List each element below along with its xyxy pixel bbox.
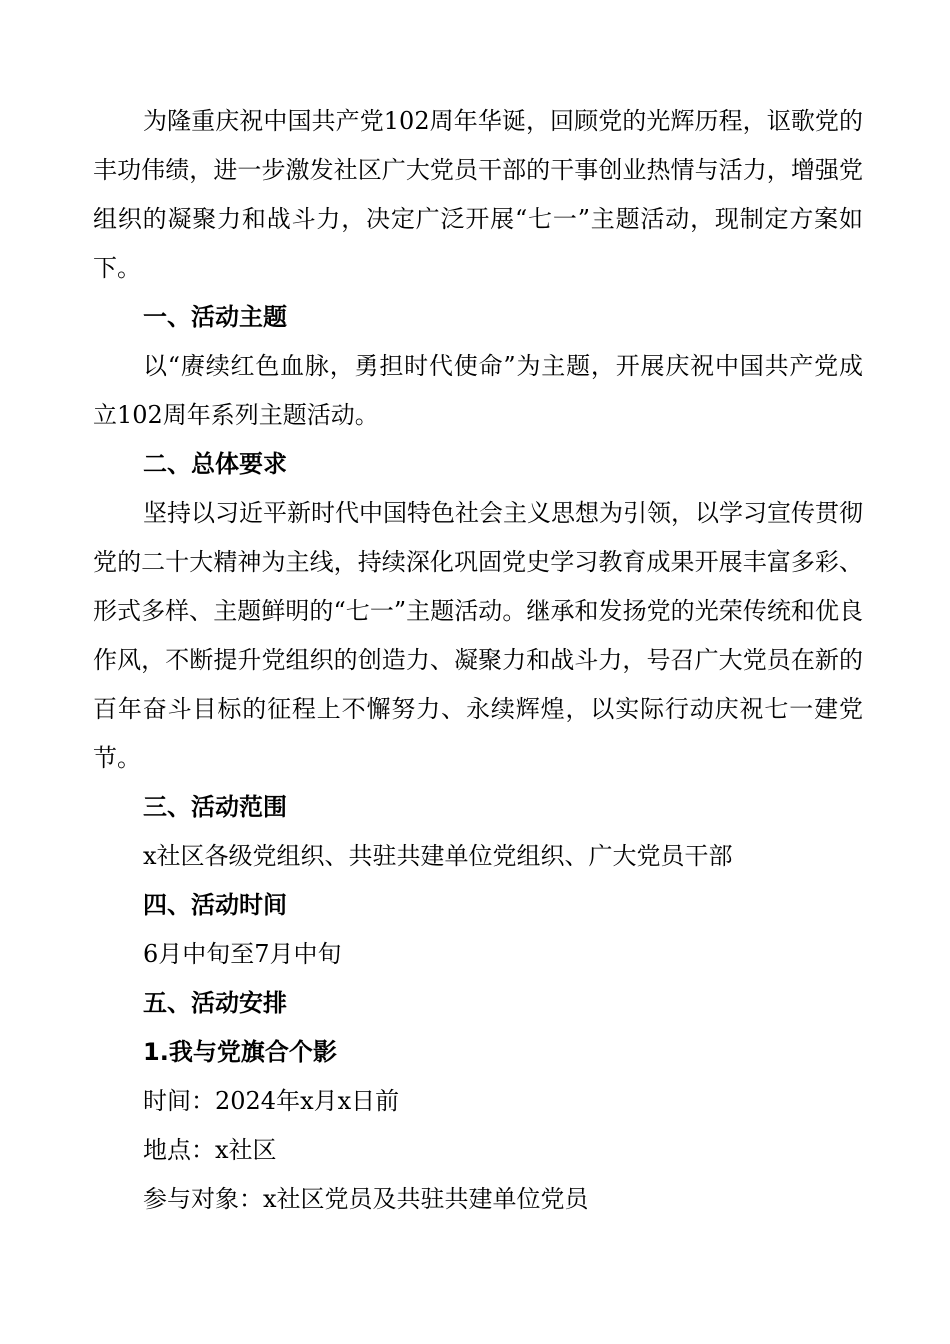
document-page xyxy=(93,97,863,1224)
activity-participants: 参与对象：x社区党员及共驻共建单位党员 xyxy=(143,1185,589,1213)
section-body-theme: 以“赓续红色血脉，勇担时代使命”为主题，开展庆祝中国共产党成立102周年系列主题活动。 xyxy=(93,352,863,429)
section-heading-time: 四、活动时间 xyxy=(143,891,287,919)
activity-time: 时间：2024年x月x日前 xyxy=(143,1087,400,1115)
section-body-requirements: 坚持以习近平新时代中国特色社会主义思想为引领，以学习宣传贯彻党的二十大精神为主线，持续深化巩固党史学习教育成果开展丰富多彩、形式多样、主题鲜明的“七一”主题活动。继承和发扬党的光荣传统和优良作风，不断提升党组织的创造力、凝聚力和战斗力，号召广大党员在新的百年奋斗目标的征程上不懈努力、永续辉煌，以实际行动庆祝七一建党节。 xyxy=(93,499,863,772)
section-body-time: 6月中旬至7月中旬 xyxy=(143,940,342,968)
activity-place: 地点：x社区 xyxy=(143,1136,277,1164)
section-heading-arrangement: 五、活动安排 xyxy=(143,989,287,1017)
section-body-scope: x社区各级党组织、共驻共建单位党组织、广大党员干部 xyxy=(143,842,733,870)
section-heading-scope: 三、活动范围 xyxy=(143,793,287,821)
intro-paragraph: 为隆重庆祝中国共产党102周年华诞，回顾党的光辉历程，讴歌党的丰功伟绩，进一步激发社区广大党员干部的干事创业热情与活力，增强党组织的凝聚力和战斗力，决定广泛开展“七一”主题活动，现制定方案如下。 xyxy=(93,107,863,282)
section-heading-theme: 一、活动主题 xyxy=(143,303,287,331)
section-heading-requirements: 二、总体要求 xyxy=(143,450,287,478)
activity-title: 1.我与党旗合个影 xyxy=(143,1038,337,1066)
